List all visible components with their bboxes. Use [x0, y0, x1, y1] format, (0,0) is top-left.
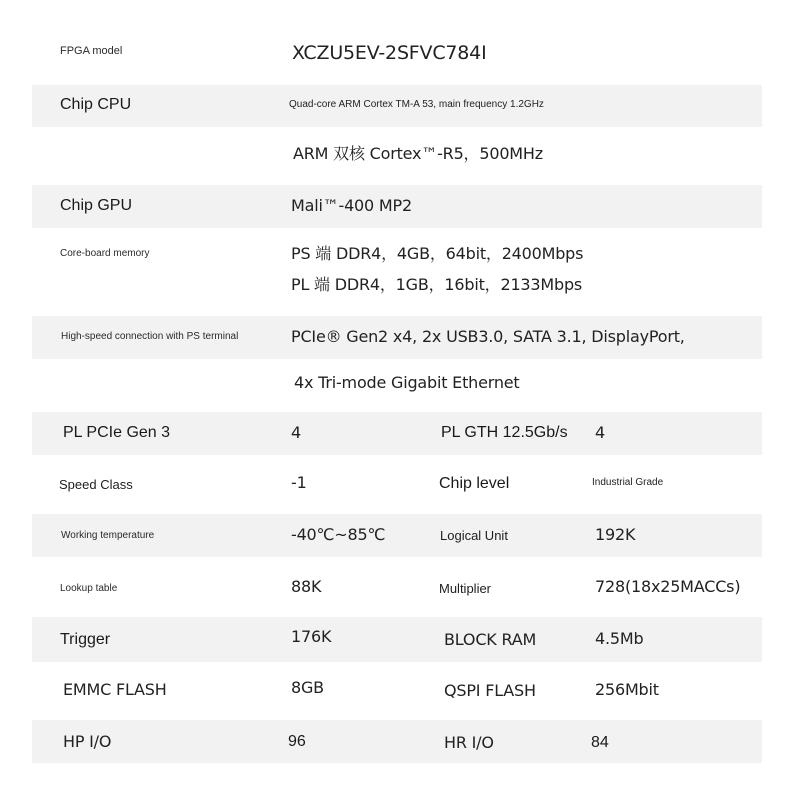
- multiplier-value: 728(18x25MACCs): [595, 577, 741, 596]
- hr-io-value: 84: [591, 734, 609, 751]
- chip-level-label: Chip level: [439, 475, 510, 492]
- trigger-value: 176K: [291, 627, 332, 646]
- lookup-table-label: Lookup table: [60, 583, 118, 594]
- block-ram-label: BLOCK RAM: [444, 630, 537, 649]
- lookup-table-value: 88K: [291, 577, 322, 596]
- chip-gpu-value: Mali™-400 MP2: [291, 196, 412, 215]
- trigger-label: Trigger: [60, 631, 111, 648]
- pl-gth-value: 4: [595, 423, 605, 442]
- logical-unit-label: Logical Unit: [440, 528, 508, 543]
- ps-connection-value-line2: 4x Tri-mode Gigabit Ethernet: [294, 373, 520, 392]
- qspi-flash-label: QSPI FLASH: [444, 681, 536, 700]
- hp-io-label: HP I/O: [63, 732, 112, 751]
- speed-class-value: -1: [291, 473, 307, 492]
- working-temp-label: Working temperature: [61, 530, 155, 541]
- fpga-model-value: XCZU5EV-2SFVC784I: [292, 42, 487, 64]
- chip-level-value: Industrial Grade: [592, 477, 664, 488]
- pl-pcie-label: PL PCIe Gen 3: [63, 424, 171, 441]
- chip-cpu-value-line2: ARM 双核 Cortex™-R5，500MHz: [293, 144, 543, 163]
- fpga-model-label: FPGA model: [60, 45, 123, 57]
- ps-connection-label: High-speed connection with PS terminal: [61, 331, 239, 342]
- chip-cpu-value-line1: Quad-core ARM Cortex TM-A 53, main frequency 1.2GHz: [289, 99, 544, 110]
- core-memory-value-line1: PS 端 DDR4，4GB，64bit，2400Mbps: [291, 244, 584, 263]
- chip-gpu-label: Chip GPU: [60, 197, 133, 214]
- pl-gth-label: PL GTH 12.5Gb/s: [441, 424, 568, 441]
- emmc-flash-label: EMMC FLASH: [63, 680, 167, 699]
- hr-io-label: HR I/O: [444, 733, 494, 752]
- block-ram-value: 4.5Mb: [595, 629, 644, 648]
- pl-pcie-value: 4: [291, 423, 301, 442]
- working-temp-value: -40℃~85℃: [291, 525, 386, 544]
- qspi-flash-value: 256Mbit: [595, 680, 659, 699]
- emmc-flash-value: 8GB: [291, 678, 324, 697]
- row-band-io: [32, 720, 762, 763]
- core-memory-label: Core-board memory: [60, 248, 150, 259]
- hp-io-value: 96: [288, 733, 306, 750]
- logical-unit-value: 192K: [595, 525, 636, 544]
- chip-cpu-label: Chip CPU: [60, 96, 132, 113]
- speed-class-label: Speed Class: [59, 477, 133, 492]
- multiplier-label: Multiplier: [439, 581, 492, 596]
- ps-connection-value-line1: PCIe® Gen2 x4, 2x USB3.0, SATA 3.1, DisplayPort,: [291, 327, 685, 346]
- core-memory-value-line2: PL 端 DDR4，1GB，16bit，2133Mbps: [291, 275, 583, 294]
- row-band-trigger: [32, 617, 762, 662]
